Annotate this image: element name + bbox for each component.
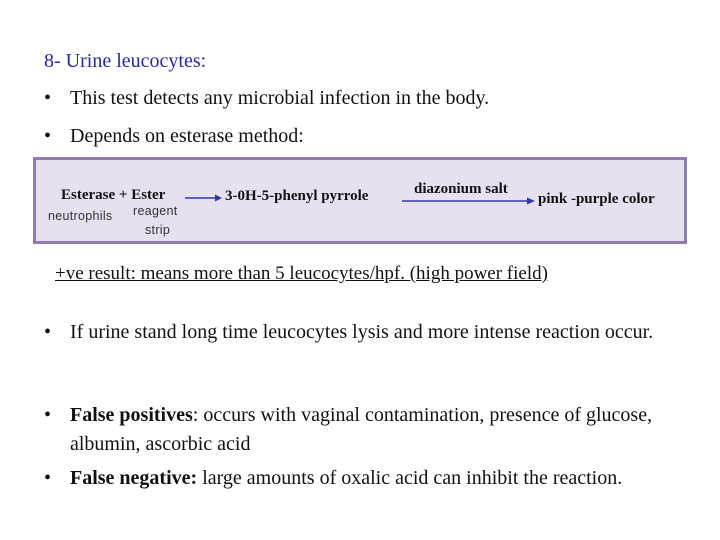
result-color-text: pink -purple color bbox=[538, 191, 655, 207]
bullet-text: This test detects any microbial infection in the body. bbox=[70, 87, 490, 109]
bullet-marker: • bbox=[44, 467, 52, 489]
neutrophils-label: neutrophils bbox=[48, 209, 113, 223]
bullet-marker: • bbox=[44, 125, 52, 147]
bullet-lysis bbox=[44, 318, 664, 347]
positive-result-line: +ve result: means more than 5 leucocytes/hpf. (high power field) bbox=[55, 263, 548, 284]
bullet-text: Depends on esterase method: bbox=[70, 125, 304, 147]
false-positives-text: : occurs with vaginal contamination, presence of glucose, albumin, ascorbic acid bbox=[70, 404, 653, 455]
product-text: 3-0H-5-phenyl pyrrole bbox=[225, 188, 369, 204]
slide-title: 8- Urine leucocytes: bbox=[44, 50, 207, 72]
reaction-diagram bbox=[33, 157, 687, 244]
bullet-text: If urine stand long time leucocytes lysis and more intense reaction occur. bbox=[70, 321, 654, 343]
reagent-label: reagent bbox=[133, 204, 178, 218]
bullet-marker: • bbox=[44, 321, 52, 343]
diazonium-salt-label: diazonium salt bbox=[414, 181, 508, 197]
bullet-text bbox=[70, 464, 694, 493]
reactant-text: Esterase + Ester bbox=[61, 187, 166, 203]
reaction-arrow-1 bbox=[185, 193, 223, 203]
bullet-text bbox=[70, 401, 694, 459]
false-negative-text: large amounts of oxalic acid can inhibit the reaction. bbox=[197, 467, 623, 489]
bullet-marker: • bbox=[44, 87, 52, 109]
bullet-marker: • bbox=[44, 404, 52, 426]
false-positives-term: False positives bbox=[70, 404, 193, 426]
bullet-false-positives bbox=[44, 401, 694, 459]
strip-label: strip bbox=[145, 223, 171, 237]
bullet-esterase-method bbox=[44, 122, 664, 151]
bullet-false-negative bbox=[44, 464, 694, 493]
reaction-arrow-2 bbox=[402, 196, 536, 206]
bullet-microbial-infection bbox=[44, 84, 664, 113]
false-negative-term: False negative: bbox=[70, 467, 198, 489]
